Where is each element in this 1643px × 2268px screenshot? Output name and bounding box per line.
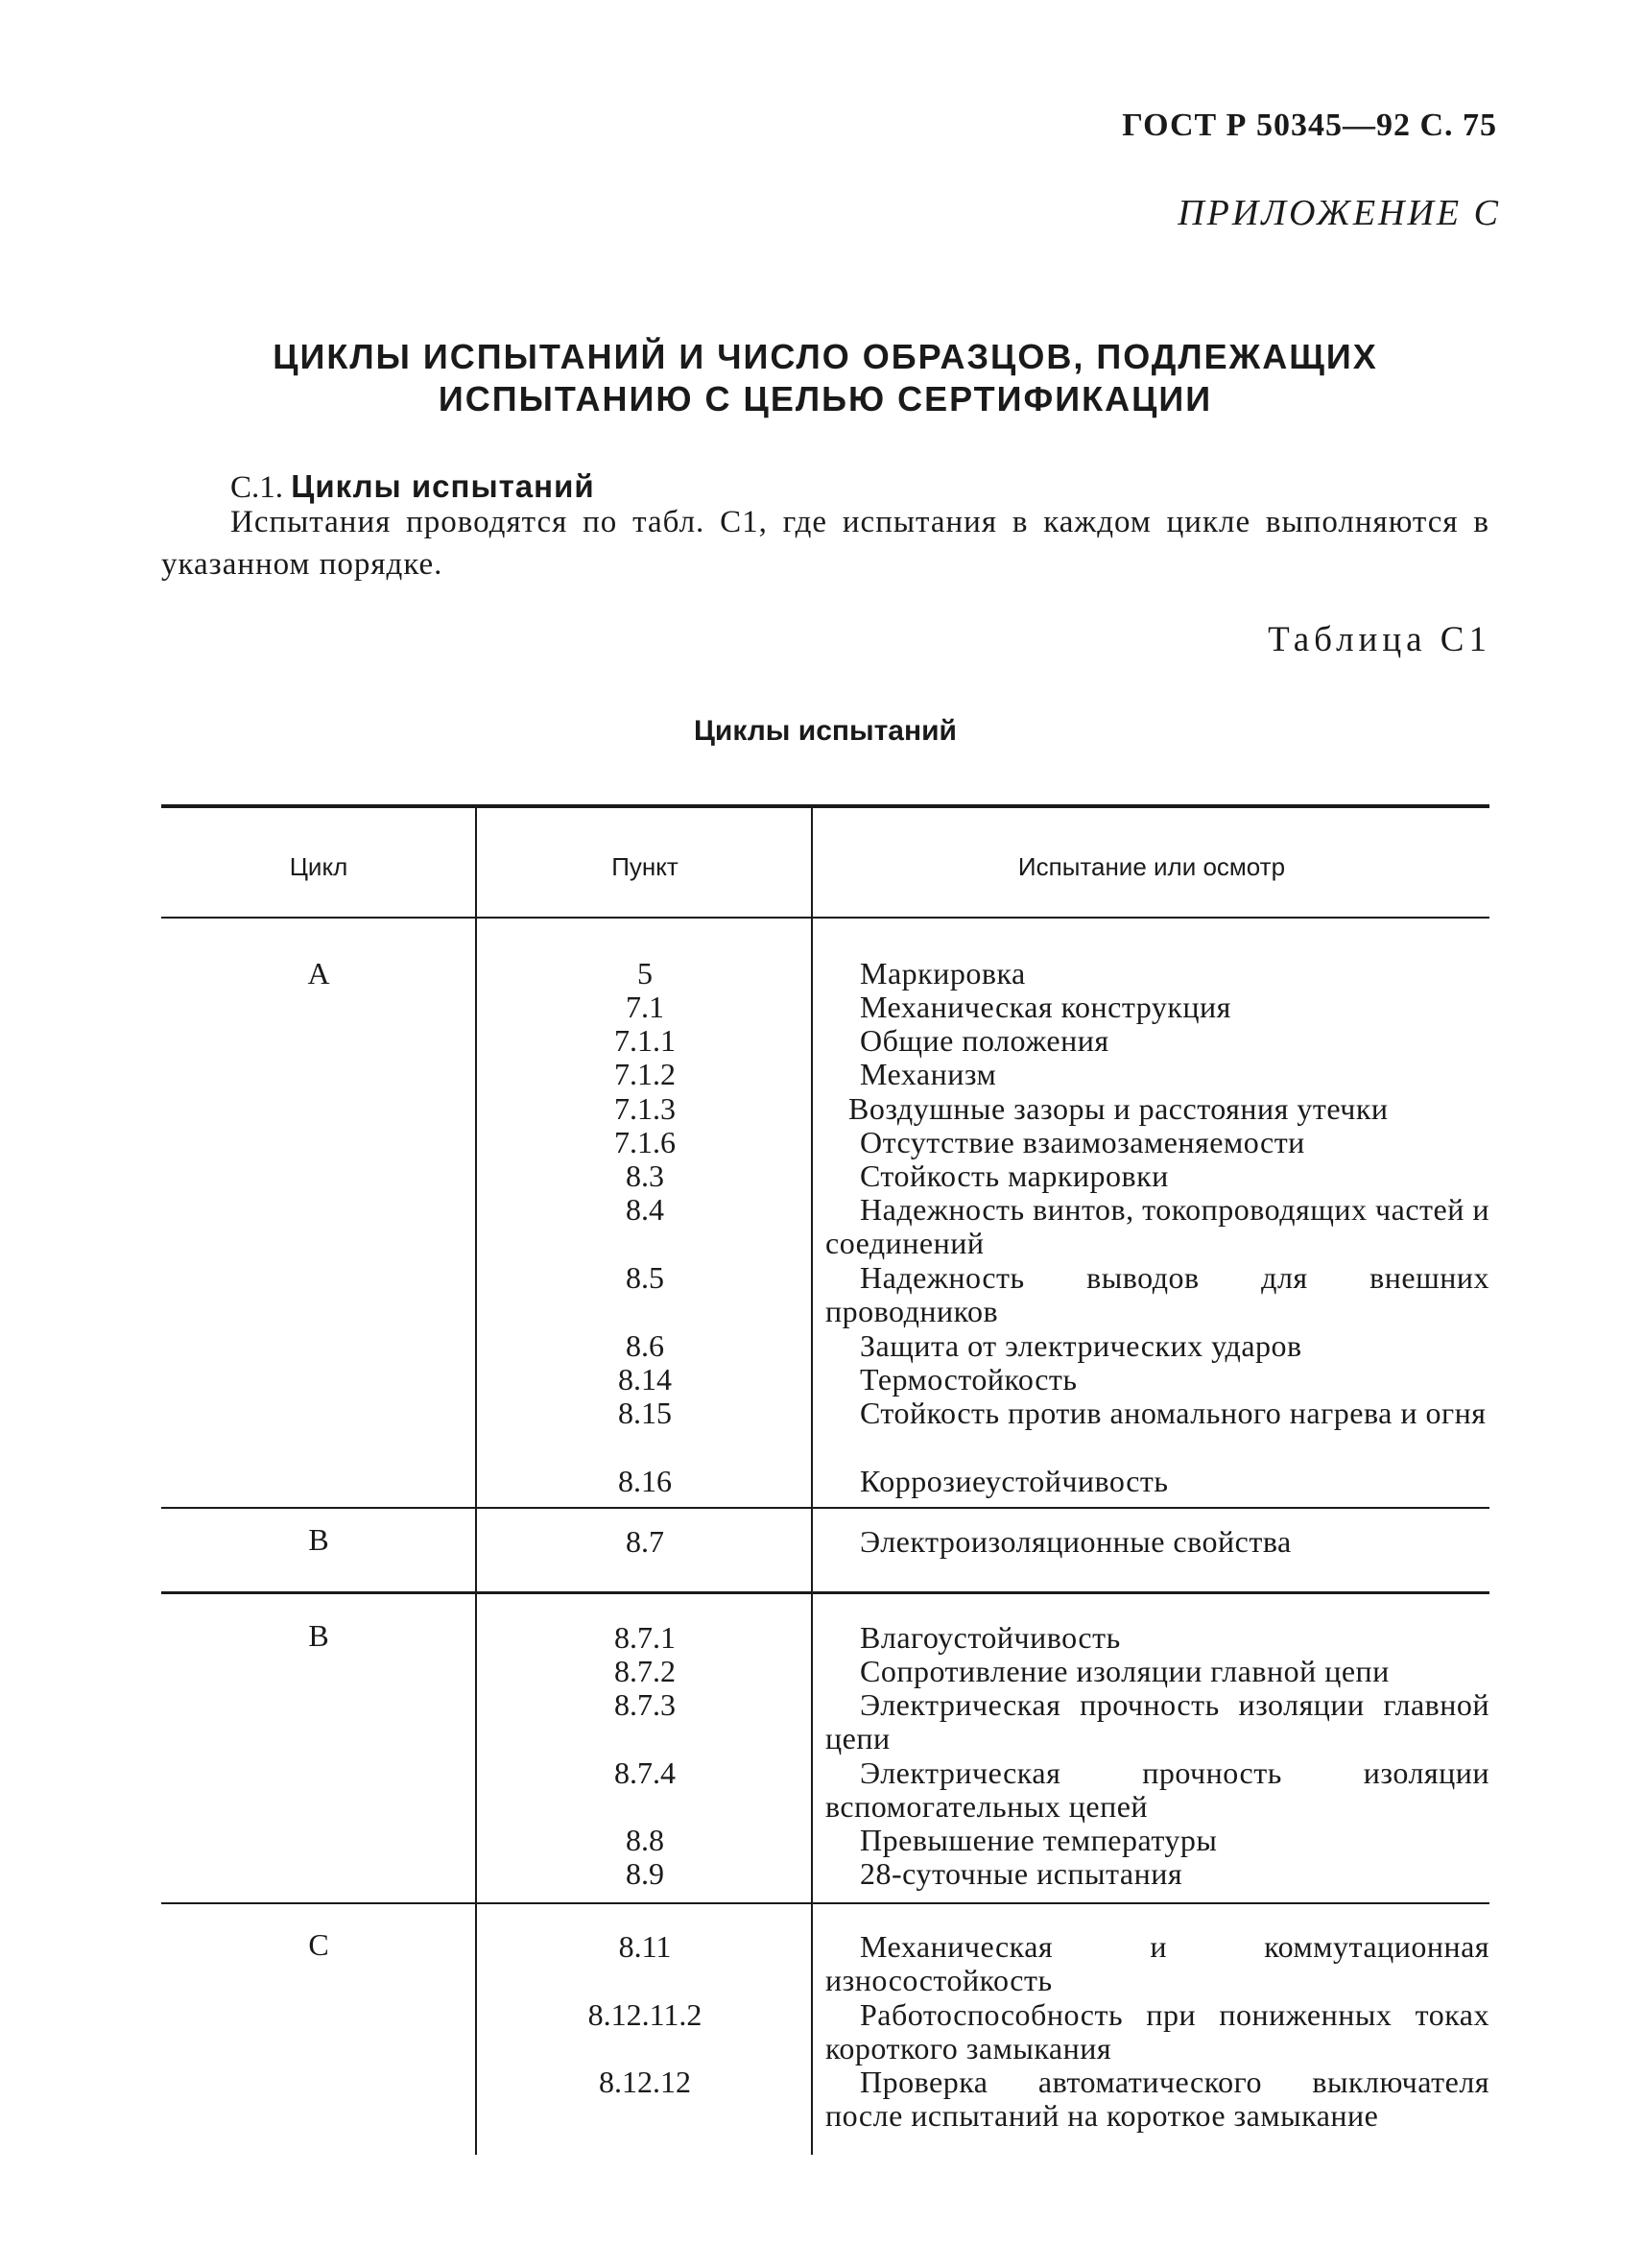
item-cell: 8.8 bbox=[626, 1823, 664, 1857]
column-header-test: Испытание или осмотр bbox=[1017, 852, 1286, 881]
page-header: ГОСТ Р 50345—92 С. 75 bbox=[1122, 107, 1497, 143]
cycle-cell: С bbox=[308, 1927, 329, 1962]
section-name: Циклы испытаний bbox=[291, 468, 595, 504]
test-cell: Механическая конструкция bbox=[860, 990, 1231, 1024]
test-cell: Механизм bbox=[860, 1057, 997, 1091]
item-cell: 7.1.6 bbox=[614, 1125, 676, 1159]
test-cell: Общие положения bbox=[860, 1023, 1109, 1058]
item-cell: 8.7.4 bbox=[614, 1755, 676, 1790]
item-cell: 8.9 bbox=[626, 1856, 664, 1891]
item-cell: 8.15 bbox=[618, 1396, 672, 1430]
table-header-rule bbox=[161, 917, 1489, 919]
item-cell: 8.7.3 bbox=[614, 1687, 676, 1722]
cycle-cell: В bbox=[308, 1522, 329, 1557]
test-cell: Термостойкость bbox=[860, 1362, 1078, 1397]
table-caption: Циклы испытаний bbox=[694, 715, 957, 747]
test-cell: Надежность винтов, токопроводящих частей и соединений bbox=[825, 1192, 1489, 1260]
section-number: С.1. bbox=[230, 470, 284, 505]
cycle-cell: В bbox=[308, 1618, 329, 1653]
test-cell: Защита от электрических ударов bbox=[860, 1328, 1302, 1363]
item-cell: 7.1.1 bbox=[614, 1023, 676, 1058]
cycle-separator bbox=[161, 1902, 1489, 1904]
test-cell: Электрическая прочность изоляции главной цепи bbox=[825, 1687, 1489, 1755]
page-title-line-1: ЦИКЛЫ ИСПЫТАНИЙ И ЧИСЛО ОБРАЗЦОВ, ПОДЛЕЖАЩИХ bbox=[273, 337, 1378, 376]
item-cell: 5 bbox=[637, 956, 653, 991]
test-cell: Электрическая прочность изоляции вспомогательных цепей bbox=[825, 1755, 1489, 1824]
item-cell: 7.1.2 bbox=[614, 1057, 676, 1091]
test-cell: Влагоустойчивость bbox=[860, 1620, 1121, 1655]
test-cell: Стойкость против аномального нагрева и огня bbox=[860, 1396, 1487, 1430]
item-cell: 8.12.12 bbox=[599, 2065, 691, 2099]
item-cell: 8.11 bbox=[618, 1929, 672, 1964]
test-cell: Сопротивление изоляции главной цепи bbox=[860, 1654, 1390, 1688]
column-header-cycle: Цикл bbox=[289, 852, 348, 881]
item-cell: 7.1.3 bbox=[614, 1091, 676, 1126]
test-cell: Превышение температуры bbox=[860, 1823, 1218, 1857]
item-cell: 8.14 bbox=[618, 1362, 672, 1397]
table-label: Таблица С1 bbox=[1268, 620, 1491, 659]
test-cell: Надежность выводов для внешних проводников bbox=[825, 1260, 1489, 1328]
cycle-cell: А bbox=[307, 956, 330, 991]
test-cell: Отсутствие взаимозаменяемости bbox=[860, 1125, 1305, 1159]
cycle-separator bbox=[161, 1591, 1489, 1594]
test-cell: Электроизоляционные свойства bbox=[860, 1524, 1292, 1559]
test-cell: Маркировка bbox=[860, 956, 1026, 991]
item-cell: 8.12.11.2 bbox=[587, 1997, 702, 2032]
item-cell: 8.4 bbox=[626, 1192, 664, 1227]
test-cell: Стойкость маркировки bbox=[860, 1158, 1169, 1193]
test-cell: Механическая и коммутационная износостойкость bbox=[825, 1929, 1489, 1997]
item-cell: 8.5 bbox=[626, 1260, 664, 1295]
item-cell: 7.1 bbox=[626, 990, 664, 1024]
section-paragraph: Испытания проводятся по табл. С1, где испытания в каждом цикле выполняются в указанном порядке. bbox=[161, 505, 1489, 582]
item-cell: 8.7.2 bbox=[614, 1654, 676, 1688]
test-cell: 28-суточные испытания bbox=[860, 1856, 1183, 1891]
test-cell: Коррозиеустойчивость bbox=[860, 1464, 1169, 1498]
test-cell: Проверка автоматического выключателя после испытаний на короткое замыкание bbox=[825, 2065, 1489, 2133]
test-cell: Работоспособность при пониженных токах короткого замыкания bbox=[825, 1997, 1489, 2065]
test-cell: Воздушные зазоры и расстояния утечки bbox=[848, 1091, 1389, 1126]
page-title-line-2: ИСПЫТАНИЮ С ЦЕЛЬЮ СЕРТИФИКАЦИИ bbox=[438, 379, 1213, 418]
item-cell: 8.6 bbox=[626, 1328, 664, 1363]
column-header-item: Пункт bbox=[611, 852, 679, 881]
item-cell: 8.3 bbox=[626, 1158, 664, 1193]
appendix-label: ПРИЛОЖЕНИЕ С bbox=[1178, 193, 1501, 233]
cycle-separator bbox=[161, 1507, 1489, 1509]
item-cell: 8.7 bbox=[626, 1524, 664, 1559]
item-cell: 8.7.1 bbox=[614, 1620, 676, 1655]
table-top-rule bbox=[161, 804, 1489, 808]
item-cell: 8.16 bbox=[618, 1464, 672, 1498]
